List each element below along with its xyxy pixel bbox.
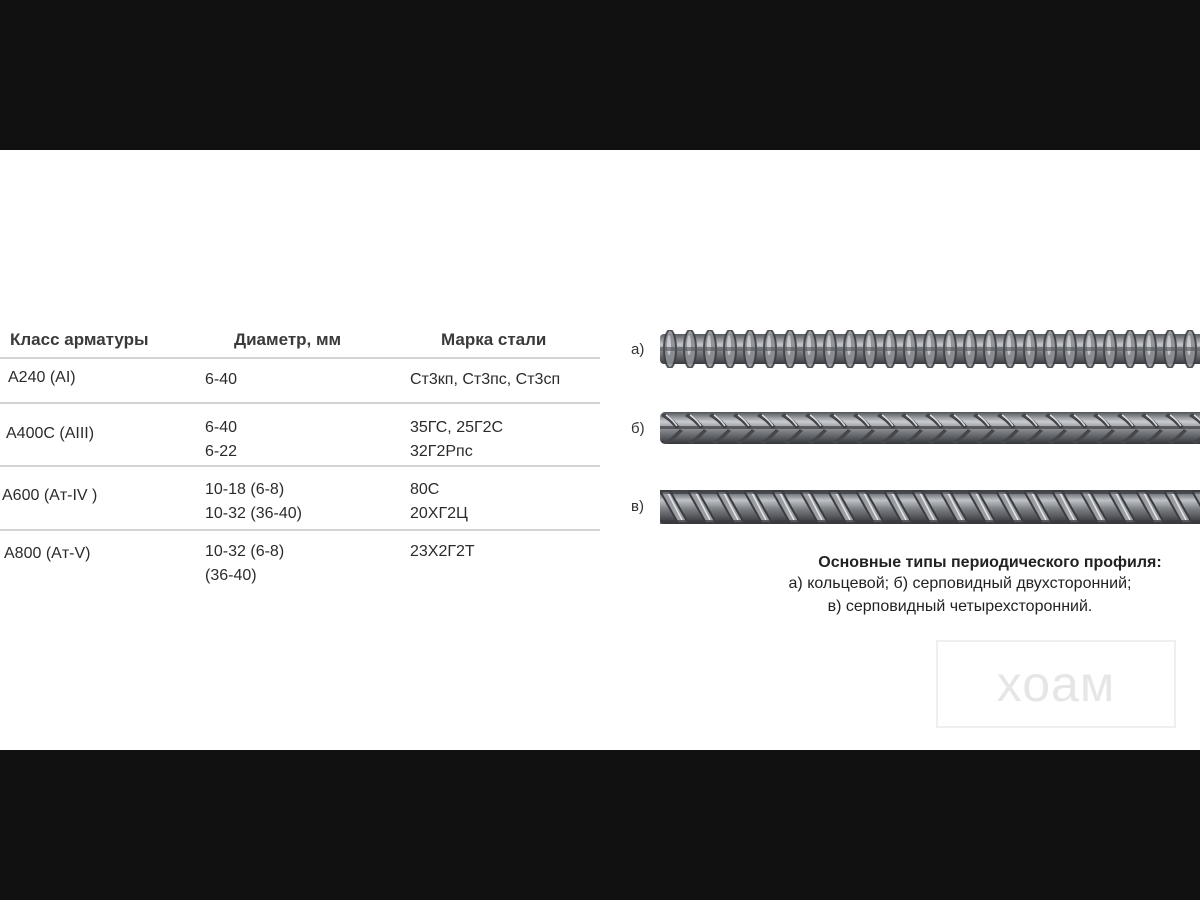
row-divider	[0, 402, 600, 404]
rebar-table	[0, 150, 600, 750]
rebar-crescent-four-sided	[660, 486, 1200, 528]
row-1-diameter: 6-40	[205, 371, 238, 388]
row-3-steel: 80С 20ХГ2Ц	[410, 481, 468, 522]
caption-line: а) кольцевой; б) серповидный двухсторонний;	[788, 575, 1132, 592]
row-4-diameter: 10-32 (6-8) (36-40)	[205, 543, 285, 584]
row-divider	[0, 529, 600, 531]
header-steel: Марка стали	[441, 330, 547, 349]
row-4-class: A800 (Aт-V)	[4, 545, 91, 562]
row-3-diameter: 10-18 (6-8) 10-32 (36-40)	[205, 481, 302, 522]
row-1-steel: Ст3кп, Ст3пс, Ст3сп	[410, 371, 561, 388]
header-diameter: Диаметр, мм	[234, 330, 342, 349]
caption-line: в) серповидный четырехсторонний.	[827, 598, 1093, 615]
row-4-steel: 23Х2Г2Т	[410, 543, 475, 560]
row-2-diameter: 6-40 6-22	[205, 419, 238, 460]
profile-label-a: а)	[631, 341, 645, 358]
content-panel	[0, 150, 1200, 750]
caption-title: Основные типы периодического профиля:	[818, 554, 1162, 571]
profile-label-b: б)	[631, 420, 645, 437]
header-class: Класс арматуры	[10, 330, 149, 349]
row-1-class: A240 (AI)	[8, 369, 76, 386]
profile-caption	[660, 554, 1200, 618]
rebar-crescent-two-sided	[660, 407, 1200, 449]
watermark-logo: хоам	[936, 640, 1176, 728]
row-2-class: A400C (AIII)	[6, 425, 95, 442]
row-3-class: A600 (Aт-IV )	[2, 487, 98, 504]
header-divider	[0, 357, 600, 359]
profile-label-v: в)	[631, 498, 644, 515]
rebar-ring-profile	[660, 328, 1200, 370]
row-2-steel: 35ГС, 25Г2С 32Г2Рпс	[410, 419, 504, 460]
row-divider	[0, 465, 600, 467]
